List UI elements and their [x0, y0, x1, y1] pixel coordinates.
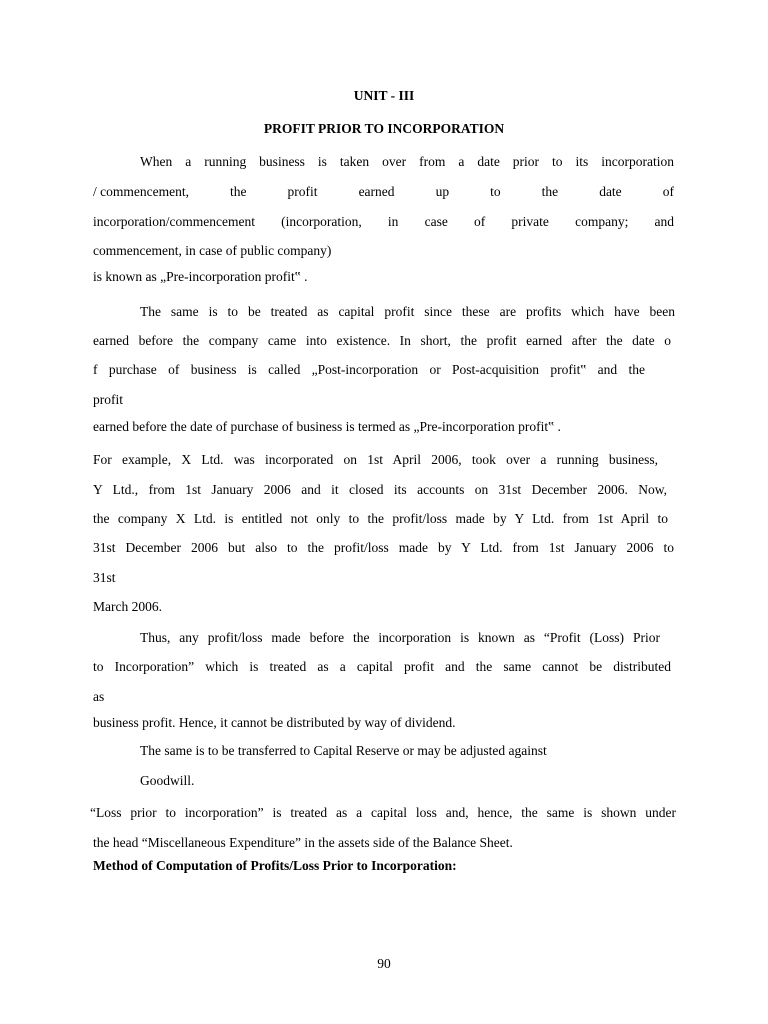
word: private [511, 214, 549, 229]
word: / commencement, [93, 184, 189, 199]
word: profit [287, 184, 318, 199]
word: in [387, 214, 399, 229]
word: of [662, 184, 674, 199]
word: the [541, 184, 559, 199]
word: of [474, 214, 486, 229]
paragraph-6-line-1: “Loss prior to incorporation” is treated as a capital loss and, hence, the same is shown under [90, 805, 676, 820]
paragraph-2-line-5: earned before the date of purchase of business is termed as „Pre-incorporation profit‟ . [93, 419, 561, 434]
paragraph-2-line-3: f purchase of business is called „Post-incorporation or Post-acquisition profit‟ and the [93, 362, 645, 377]
paragraph-1-line-2 [93, 184, 674, 200]
word: (incorporation, [281, 214, 362, 229]
paragraph-4-line-2: to Incorporation” which is treated as a capital profit and the same cannot be distributed [93, 659, 671, 674]
paragraph-3-line-2: Y Ltd., from 1st January 2006 and it closed its accounts on 31st December 2006. Now, [93, 482, 667, 497]
paragraph-3-line-5: 31st [93, 570, 116, 585]
paragraph-1-line-5: is known as „Pre-incorporation profit‟ . [93, 269, 308, 284]
word: case [424, 214, 448, 229]
paragraph-2-line-4: profit [93, 392, 123, 407]
paragraph-3-line-6: March 2006. [93, 599, 162, 614]
paragraph-4-line-1: Thus, any profit/loss made before the incorporation is known as “Profit (Loss) Prior [140, 630, 660, 645]
page-title: PROFIT PRIOR TO INCORPORATION [263, 121, 505, 136]
page-number: 90 [377, 956, 391, 971]
word: company; [575, 214, 629, 229]
word: earned [358, 184, 395, 199]
paragraph-3-line-4: 31st December 2006 but also to the profit/loss made by Y Ltd. from 1st January 2006 to [93, 540, 674, 555]
unit-heading: UNIT - III [353, 88, 415, 103]
word: incorporation/commencement [93, 214, 255, 229]
word: up [435, 184, 450, 199]
paragraph-1-line-4: commencement, in case of public company) [93, 243, 332, 258]
word: date [599, 184, 622, 199]
paragraph-5-line-1: The same is to be transferred to Capital Reserve or may be adjusted against [140, 743, 547, 758]
method-heading: Method of Computation of Profits/Loss Prior to Incorporation: [93, 858, 457, 873]
word: and [654, 214, 674, 229]
paragraph-3-line-1: For example, X Ltd. was incorporated on 1st April 2006, took over a running business, [93, 452, 658, 467]
paragraph-6-line-2: the head “Miscellaneous Expenditure” in the assets side of the Balance Sheet. [93, 835, 513, 850]
paragraph-2-line-2: earned before the company came into existence. In short, the profit earned after the date o [93, 333, 671, 348]
word: the [230, 184, 247, 199]
paragraph-1-line-3 [93, 214, 674, 230]
paragraph-1-line-1: When a running business is taken over from a date prior to its incorporation [140, 154, 674, 169]
paragraph-4-line-3: as [93, 689, 105, 704]
paragraph-4-line-4: business profit. Hence, it cannot be distributed by way of dividend. [93, 715, 456, 730]
paragraph-5-line-2: Goodwill. [140, 773, 195, 788]
paragraph-2-line-1: The same is to be treated as capital profit since these are profits which have been [140, 304, 675, 319]
paragraph-3-line-3: the company X Ltd. is entitled not only to the profit/loss made by Y Ltd. from 1st April to [93, 511, 668, 526]
word: to [490, 184, 501, 199]
